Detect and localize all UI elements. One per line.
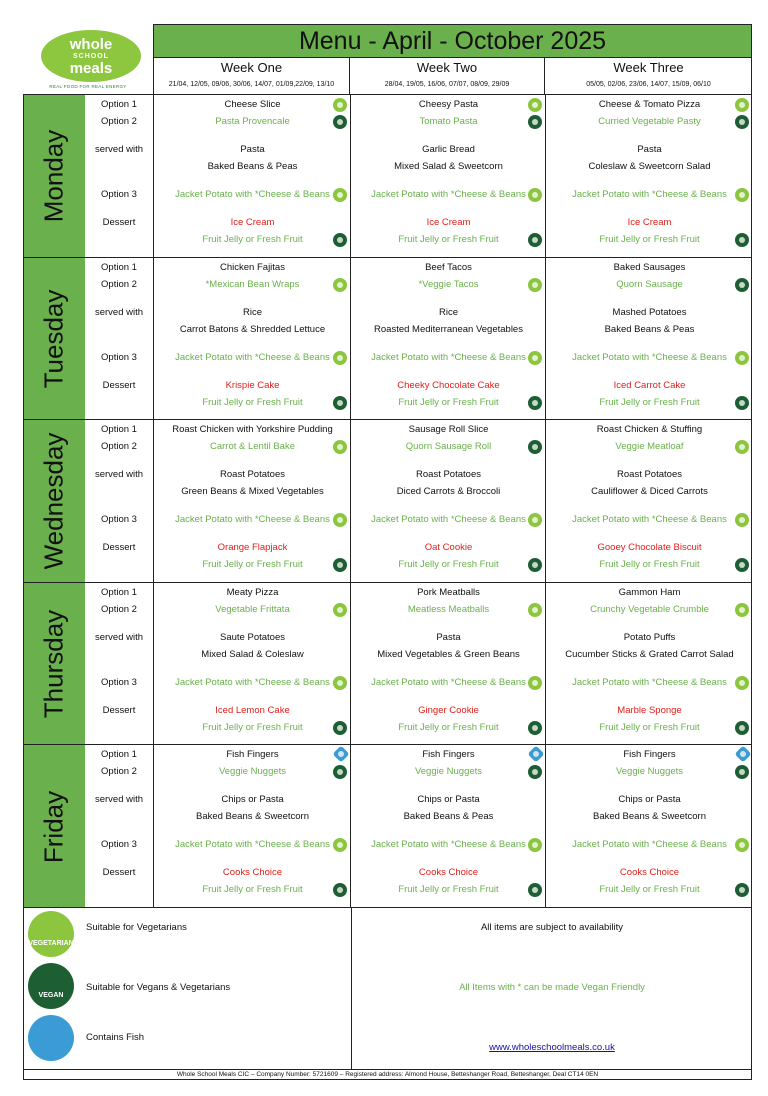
vegetarian-icon-text: VEGETARIAN	[28, 940, 74, 947]
week-3-column	[545, 583, 753, 746]
menu-item-opt1: Chicken Fajitas	[220, 261, 285, 273]
menu-item-opt1: Beef Tacos	[425, 261, 472, 273]
menu-item-opt1: Sausage Roll Slice	[408, 424, 489, 436]
day-tab	[23, 258, 85, 421]
menu-item-opt1: Baked Sausages	[613, 261, 686, 273]
day-tab	[23, 583, 85, 746]
menu-item-side2: Cauliflower & Diced Carrots	[591, 486, 708, 498]
week-title: Week Three	[613, 60, 684, 75]
vegetarian-icon	[528, 603, 542, 617]
vegetarian-icon	[333, 351, 347, 365]
row-label-option2: Option 2	[101, 116, 137, 127]
menu-item-opt3: Jacket Potato with *Cheese & Beans	[572, 839, 727, 851]
menu-item-dessert: Ice Cream	[627, 217, 672, 228]
table-left-border	[23, 94, 24, 907]
menu-item-dessert2: Fruit Jelly or Fresh Fruit	[202, 884, 303, 896]
menu-item-dessert: Gooey Chocolate Biscuit	[597, 542, 702, 554]
vegan-icon	[333, 233, 347, 247]
vegetarian-icon	[735, 351, 749, 365]
menu-item-side1: Roast Potatoes	[617, 469, 682, 481]
menu-item-side1: Potato Puffs	[623, 631, 676, 643]
menu-item-side1: Roast Potatoes	[220, 469, 285, 481]
week-1-column	[153, 258, 351, 421]
week-1-column	[153, 420, 351, 583]
menu-item-opt1: Cheese Slice	[224, 99, 281, 110]
row-label-served-with: served with	[94, 794, 144, 806]
availability-note: All items are subject to availability	[480, 922, 624, 933]
menu-item-opt2: Quorn Sausage	[616, 278, 683, 290]
vegetarian-icon	[528, 676, 542, 690]
menu-item-opt1: Cheese & Tomato Pizza	[598, 99, 701, 110]
menu-item-opt2: Vegetable Frittata	[215, 603, 290, 615]
vegan-icon	[528, 396, 542, 410]
menu-item-opt2: Quorn Sausage Roll	[405, 441, 492, 453]
menu-item-dessert2: Fruit Jelly or Fresh Fruit	[202, 721, 303, 733]
row-label-option3: Option 3	[101, 676, 137, 688]
row-label-served-with: served with	[94, 306, 144, 318]
vegetarian-icon	[735, 188, 749, 202]
menu-item-opt1: Fish Fingers	[226, 749, 279, 761]
menu-item-dessert: Ice Cream	[426, 217, 471, 228]
day-thursday	[23, 582, 752, 746]
menu-item-side1: Garlic Bread	[422, 144, 475, 155]
row-label-dessert: Dessert	[102, 542, 136, 554]
menu-item-opt3: Jacket Potato with *Cheese & Beans	[572, 351, 727, 363]
day-monday	[23, 94, 752, 258]
legend-vegetarian: Suitable for Vegetarians	[86, 922, 187, 933]
day-wednesday	[23, 419, 752, 583]
row-label-option3: Option 3	[101, 839, 137, 851]
table-right-border	[751, 58, 752, 907]
menu-item-dessert: Ginger Cookie	[418, 704, 479, 716]
vegan-icon	[333, 721, 347, 735]
vegetarian-icon	[333, 98, 347, 112]
menu-item-dessert2: Fruit Jelly or Fresh Fruit	[398, 396, 499, 408]
menu-item-dessert: Oat Cookie	[424, 542, 473, 554]
row-label-option3: Option 3	[101, 189, 137, 200]
row-label-option1: Option 1	[101, 261, 137, 273]
row-label-option3: Option 3	[101, 514, 137, 526]
vegan-icon	[735, 721, 749, 735]
vegetarian-icon	[528, 351, 542, 365]
menu-item-opt1: Meaty Pizza	[226, 586, 279, 598]
menu-item-opt3: Jacket Potato with *Cheese & Beans	[175, 839, 330, 851]
menu-item-side2: Green Beans & Mixed Vegetables	[181, 486, 324, 498]
menu-item-side2: Mixed Salad & Coleslaw	[201, 648, 304, 660]
menu-item-opt1: Cheesy Pasta	[418, 99, 479, 110]
menu-item-side1: Mashed Potatoes	[612, 306, 687, 318]
menu-item-dessert2: Fruit Jelly or Fresh Fruit	[599, 234, 700, 245]
week-2-column	[350, 95, 546, 258]
menu-item-dessert: Krispie Cake	[225, 379, 280, 391]
menu-item-opt2: Pasta Provencale	[215, 116, 290, 127]
menu-item-opt3: Jacket Potato with *Cheese & Beans	[371, 839, 526, 851]
week-2-column	[350, 420, 546, 583]
week-title: Week One	[220, 60, 283, 75]
vegetarian-icon	[333, 676, 347, 690]
vegan-icon	[28, 963, 74, 1009]
menu-item-dessert: Cooks Choice	[619, 867, 680, 879]
menu-item-opt1: Fish Fingers	[422, 749, 475, 761]
menu-item-dessert2: Fruit Jelly or Fresh Fruit	[599, 884, 700, 896]
menu-item-opt3: Jacket Potato with *Cheese & Beans	[572, 514, 727, 526]
row-label-option2: Option 2	[101, 603, 137, 615]
menu-item-opt3: Jacket Potato with *Cheese & Beans	[175, 189, 330, 200]
day-tuesday	[23, 257, 752, 421]
menu-item-dessert2: Fruit Jelly or Fresh Fruit	[599, 559, 700, 571]
vegan-icon	[735, 278, 749, 292]
menu-item-dessert2: Fruit Jelly or Fresh Fruit	[398, 884, 499, 896]
menu-item-dessert: Marble Sponge	[617, 704, 682, 716]
week-3-column	[545, 745, 753, 908]
menu-item-opt2: Meatless Meatballs	[407, 603, 490, 615]
menu-item-opt1: Roast Chicken with Yorkshire Pudding	[172, 424, 333, 436]
menu-item-side2: Cucumber Sticks & Grated Carrot Salad	[565, 648, 734, 660]
legend-vegan: Suitable for Vegans & Vegetarians	[86, 982, 231, 993]
vegetarian-icon	[528, 278, 542, 292]
menu-item-side1: Chips or Pasta	[221, 794, 284, 806]
logo-tagline: REAL FOOD FOR REAL ENERGY	[49, 84, 127, 89]
menu-item-side1: Pasta	[436, 631, 461, 643]
menu-item-dessert: Ice Cream	[230, 217, 275, 228]
vegetarian-icon	[735, 603, 749, 617]
menu-item-side2: Roasted Mediterranean Vegetables	[374, 323, 523, 335]
week-2-column	[350, 745, 546, 908]
menu-item-opt2: Veggie Nuggets	[218, 766, 287, 778]
vegetarian-icon	[735, 676, 749, 690]
row-label-option2: Option 2	[101, 278, 137, 290]
menu-item-side2: Baked Beans & Sweetcorn	[195, 811, 309, 823]
vegan-icon	[528, 721, 542, 735]
menu-item-opt3: Jacket Potato with *Cheese & Beans	[371, 514, 526, 526]
footer-company-info: Whole School Meals CIC – Company Number: 5721609 – Registered address: Almond House, Betteshanger Road, Betteshanger, Deal CT14 0EN	[23, 1070, 752, 1080]
menu-item-dessert2: Fruit Jelly or Fresh Fruit	[398, 559, 499, 571]
menu-item-side2: Baked Beans & Peas	[403, 811, 494, 823]
vegan-icon	[735, 115, 749, 129]
fish-icon	[28, 1015, 74, 1061]
vegan-icon	[528, 115, 542, 129]
menu-item-dessert: Orange Flapjack	[217, 542, 288, 554]
day-friday	[23, 744, 752, 908]
menu-item-side2: Diced Carrots & Broccoli	[396, 486, 501, 498]
menu-item-side2: Mixed Salad & Sweetcorn	[394, 161, 503, 172]
vegetarian-icon	[28, 911, 74, 957]
vegan-icon	[528, 233, 542, 247]
vegan-friendly-note: All Items with * can be made Vegan Friendly	[459, 982, 645, 993]
logo-word-school: SCHOOL	[73, 53, 109, 60]
vegetarian-icon	[333, 188, 347, 202]
menu-item-opt2: Curried Vegetable Pasty	[598, 116, 701, 127]
menu-item-opt3: Jacket Potato with *Cheese & Beans	[371, 676, 526, 688]
menu-item-opt1: Gammon Ham	[618, 586, 681, 598]
day-tab	[23, 420, 85, 583]
menu-item-dessert: Cooks Choice	[418, 867, 479, 879]
week-dates: 21/04, 12/05, 09/06, 30/06, 14/07, 01/09,22/09, 13/10	[168, 81, 335, 88]
row-label-option1: Option 1	[101, 749, 137, 761]
vegan-icon	[333, 396, 347, 410]
week-3-column	[545, 95, 753, 258]
menu-item-side2: Baked Beans & Peas	[207, 161, 298, 172]
page-title: Menu - April - October 2025	[153, 24, 752, 58]
vegan-icon	[735, 396, 749, 410]
website-link[interactable]: www.wholeschoolmeals.co.uk	[489, 1042, 615, 1053]
menu-item-dessert: Iced Carrot Cake	[613, 379, 686, 391]
menu-item-dessert2: Fruit Jelly or Fresh Fruit	[599, 396, 700, 408]
menu-item-side1: Rice	[438, 306, 458, 318]
week-title: Week Two	[416, 60, 478, 75]
row-label-option2: Option 2	[101, 441, 137, 453]
menu-item-dessert2: Fruit Jelly or Fresh Fruit	[202, 559, 303, 571]
menu-item-opt3: Jacket Potato with *Cheese & Beans	[572, 189, 727, 200]
week-two-header	[350, 58, 545, 94]
week-three-header	[545, 58, 752, 94]
menu-item-opt2: *Veggie Tacos	[418, 278, 479, 290]
menu-item-opt2: Veggie Meatloaf	[615, 441, 684, 453]
menu-item-dessert2: Fruit Jelly or Fresh Fruit	[202, 234, 303, 245]
vegetarian-icon	[333, 278, 347, 292]
menu-item-dessert2: Fruit Jelly or Fresh Fruit	[599, 721, 700, 733]
row-label-served-with: served with	[94, 631, 144, 643]
vegetarian-icon	[333, 603, 347, 617]
menu-item-side1: Rice	[242, 306, 262, 318]
row-label-served-with: served with	[94, 469, 144, 481]
logo-oval	[41, 30, 141, 82]
menu-item-opt3: Jacket Potato with *Cheese & Beans	[175, 351, 330, 363]
day-name: Wednesday	[38, 433, 69, 570]
menu-item-side1: Saute Potatoes	[220, 631, 285, 643]
menu-item-opt1: Roast Chicken & Stuffing	[596, 424, 703, 436]
menu-item-opt3: Jacket Potato with *Cheese & Beans	[175, 514, 330, 526]
menu-item-side1: Pasta	[637, 144, 662, 155]
menu-item-dessert2: Fruit Jelly or Fresh Fruit	[398, 234, 499, 245]
menu-item-side2: Mixed Vegetables & Green Beans	[377, 648, 520, 660]
week-dates: 28/04, 19/05, 16/06, 07/07, 08/09, 29/09	[384, 81, 510, 88]
row-label-option1: Option 1	[101, 586, 137, 598]
menu-item-dessert: Iced Lemon Cake	[215, 704, 290, 716]
menu-item-side2: Coleslaw & Sweetcorn Salad	[588, 161, 711, 172]
row-label-option1: Option 1	[101, 99, 137, 110]
menu-item-opt2: Veggie Nuggets	[615, 766, 684, 778]
row-label-option3: Option 3	[101, 351, 137, 363]
menu-item-opt3: Jacket Potato with *Cheese & Beans	[175, 676, 330, 688]
whole-school-meals-logo	[23, 24, 153, 94]
menu-item-opt1: Pork Meatballs	[417, 586, 480, 598]
day-tab	[23, 745, 85, 908]
week-1-column	[153, 745, 351, 908]
menu-item-opt1: Fish Fingers	[623, 749, 676, 761]
menu-item-dessert2: Fruit Jelly or Fresh Fruit	[202, 396, 303, 408]
menu-item-opt2: Crunchy Vegetable Crumble	[590, 603, 709, 615]
vegetarian-icon	[528, 98, 542, 112]
row-label-served-with: served with	[94, 144, 144, 155]
day-name: Thursday	[38, 609, 69, 719]
day-name: Monday	[38, 130, 69, 223]
menu-item-opt2: Veggie Nuggets	[414, 766, 483, 778]
menu-item-side1: Chips or Pasta	[618, 794, 681, 806]
vegan-icon	[735, 233, 749, 247]
week-2-column	[350, 583, 546, 746]
menu-item-opt3: Jacket Potato with *Cheese & Beans	[371, 351, 526, 363]
menu-item-opt2: Carrot & Lentil Bake	[209, 441, 295, 453]
row-label-dessert: Dessert	[102, 867, 136, 879]
menu-item-side2: Baked Beans & Sweetcorn	[592, 811, 706, 823]
row-label-dessert: Dessert	[102, 217, 136, 228]
week-1-column	[153, 583, 351, 746]
row-label-dessert: Dessert	[102, 379, 136, 391]
day-name: Tuesday	[38, 289, 69, 389]
menu-item-dessert: Cooks Choice	[222, 867, 283, 879]
week-3-column	[545, 258, 753, 421]
menu-item-opt3: Jacket Potato with *Cheese & Beans	[572, 676, 727, 688]
row-label-option2: Option 2	[101, 766, 137, 778]
menu-item-opt2: Tomato Pasta	[419, 116, 478, 127]
legend-fish: Contains Fish	[86, 1032, 145, 1043]
row-label-option1: Option 1	[101, 424, 137, 436]
menu-item-dessert: Cheeky Chocolate Cake	[397, 379, 500, 391]
menu-item-side2: Baked Beans & Peas	[604, 323, 695, 335]
week-one-header	[153, 58, 350, 94]
legend-panel	[23, 907, 752, 1070]
menu-item-side2: Carrot Batons & Shredded Lettuce	[179, 323, 326, 335]
menu-item-opt2: *Mexican Bean Wraps	[205, 278, 300, 290]
logo-word-whole: whole	[69, 36, 113, 53]
menu-item-dessert2: Fruit Jelly or Fresh Fruit	[398, 721, 499, 733]
menu-item-side1: Chips or Pasta	[417, 794, 480, 806]
week-dates: 05/05, 02/06, 23/06, 14/07, 15/09, 06/10	[586, 81, 711, 88]
menu-item-side1: Roast Potatoes	[416, 469, 481, 481]
week-3-column	[545, 420, 753, 583]
vegetarian-icon	[735, 98, 749, 112]
menu-item-side1: Pasta	[240, 144, 265, 155]
menu-item-opt3: Jacket Potato with *Cheese & Beans	[371, 189, 526, 200]
week-2-column	[350, 258, 546, 421]
vegan-icon-text: VEGAN	[38, 992, 64, 999]
vegan-icon	[333, 115, 347, 129]
week-1-column	[153, 95, 351, 258]
vegetarian-icon	[528, 188, 542, 202]
row-label-dessert: Dessert	[102, 704, 136, 716]
day-name: Friday	[38, 790, 69, 863]
logo-word-meals: meals	[69, 60, 113, 77]
day-tab	[23, 95, 85, 258]
